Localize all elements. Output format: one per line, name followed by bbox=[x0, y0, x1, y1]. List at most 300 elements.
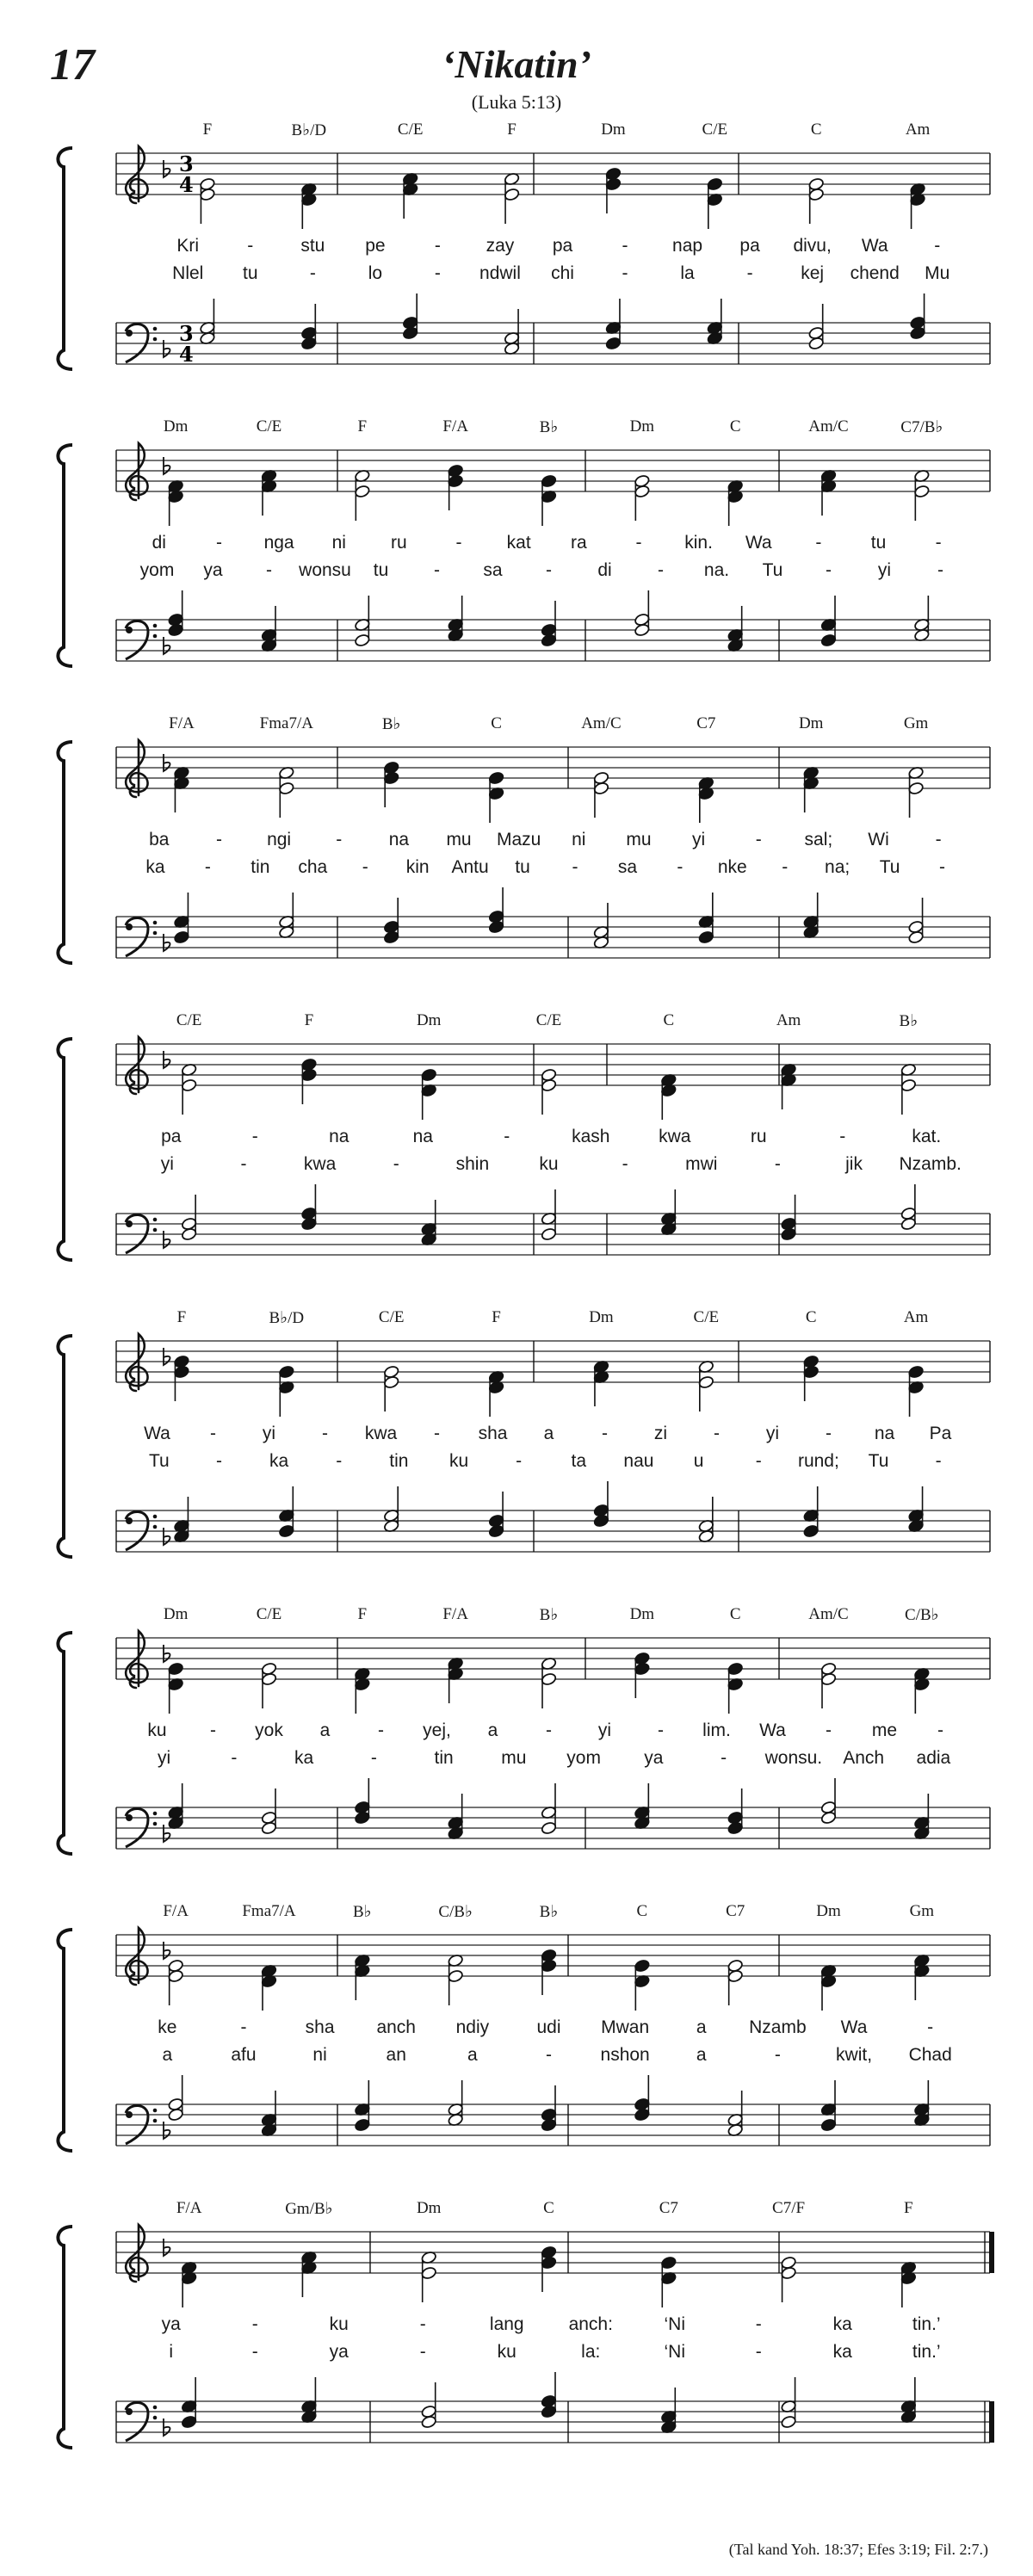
lyric-syllable: kwa bbox=[364, 1424, 398, 1443]
syllable-hyphen: - bbox=[826, 1424, 832, 1443]
bass-staff bbox=[116, 917, 990, 958]
lyric-syllable: tin bbox=[434, 1748, 454, 1768]
lyric-syllable: a bbox=[487, 1720, 498, 1740]
chord-symbol: Am bbox=[905, 120, 931, 139]
lyric-syllable: chend bbox=[850, 263, 900, 283]
chord-symbol: B♭ bbox=[539, 1606, 559, 1624]
note-head bbox=[908, 930, 925, 944]
system-bracket bbox=[58, 1633, 72, 1854]
system-staves bbox=[0, 1011, 1033, 1304]
note-head bbox=[541, 2405, 557, 2418]
chord-symbol: Am bbox=[776, 1011, 801, 1029]
lyric-syllable: mu bbox=[446, 830, 472, 849]
lyric-syllable: la: bbox=[581, 2342, 601, 2362]
note-head bbox=[504, 188, 520, 201]
note-head bbox=[593, 771, 609, 785]
note-head bbox=[448, 1969, 464, 1983]
lyric-syllable: sha bbox=[478, 1424, 508, 1443]
lyric-syllable: Pa bbox=[929, 1424, 952, 1443]
system-staves bbox=[0, 2199, 1033, 2492]
lyric-syllable: pa bbox=[552, 236, 573, 256]
chord-symbol: C bbox=[636, 1902, 648, 1920]
note-head bbox=[173, 1355, 189, 1368]
chord-symbol: Dm bbox=[629, 417, 655, 436]
note-head bbox=[488, 771, 504, 785]
syllable-hyphen: - bbox=[215, 830, 222, 849]
lyric-syllable: ku bbox=[497, 2342, 516, 2362]
note-head bbox=[781, 2415, 797, 2429]
chord-symbol: C7 bbox=[726, 1902, 745, 1920]
note-head bbox=[900, 1078, 917, 1092]
lyric-syllable: jik bbox=[845, 1154, 863, 1174]
lyric-syllable: Chad bbox=[908, 2045, 952, 2065]
system-bracket bbox=[58, 1039, 72, 1260]
note-head bbox=[421, 1068, 437, 1082]
chord-symbol: Am/C bbox=[808, 1605, 849, 1623]
lyric-syllable: lo bbox=[368, 263, 383, 283]
lyric-syllable: i bbox=[169, 2342, 174, 2362]
note-head bbox=[541, 1672, 557, 1686]
lyric-syllable: yi bbox=[262, 1424, 276, 1443]
note-head bbox=[727, 1821, 744, 1835]
lyric-syllable: kwa bbox=[659, 1127, 691, 1146]
lyric-syllable: ya bbox=[329, 2342, 349, 2362]
lyric-syllable: ra bbox=[570, 533, 587, 553]
syllable-hyphen: - bbox=[658, 1720, 664, 1740]
lyric-syllable: ‘Ni bbox=[664, 2314, 685, 2334]
chord-symbol: C bbox=[543, 2199, 554, 2217]
bass-staff bbox=[116, 1510, 990, 1552]
note-head bbox=[541, 1068, 557, 1082]
chord-symbol: F bbox=[202, 120, 213, 139]
lyric-syllable: yej, bbox=[423, 1720, 451, 1740]
syllable-hyphen: - bbox=[455, 533, 462, 553]
syllable-hyphen: - bbox=[251, 1127, 258, 1146]
syllable-hyphen: - bbox=[434, 1424, 440, 1443]
lyric-syllable: Nlel bbox=[172, 263, 204, 283]
note-head bbox=[910, 326, 926, 340]
lyric-syllable: ni bbox=[312, 2045, 327, 2065]
chord-symbol: C bbox=[491, 714, 502, 732]
chord-symbol: F bbox=[507, 120, 516, 139]
note-head bbox=[605, 337, 622, 350]
chord-symbol: C/E bbox=[176, 1011, 202, 1029]
lyric-syllable: yom bbox=[566, 1748, 601, 1768]
chord-symbol: C/E bbox=[256, 417, 282, 436]
note-head bbox=[803, 1524, 820, 1538]
bass-staff bbox=[116, 323, 990, 364]
chord-symbol: C bbox=[805, 1308, 817, 1326]
final-barline bbox=[989, 2401, 994, 2443]
lyric-syllable: ni bbox=[572, 830, 586, 849]
chord-symbol: C/E bbox=[378, 1308, 405, 1326]
note-head bbox=[278, 781, 294, 795]
syllable-hyphen: - bbox=[362, 857, 368, 877]
lyric-syllable: a bbox=[696, 2045, 707, 2065]
key-signature-flat-icon bbox=[164, 934, 170, 951]
lyric-syllable: kin. bbox=[684, 533, 713, 553]
note-head bbox=[278, 1365, 294, 1379]
chord-symbol: C/E bbox=[535, 1011, 562, 1029]
lyric-syllable: sal; bbox=[804, 830, 833, 849]
syllable-hyphen: - bbox=[572, 857, 578, 877]
note-head bbox=[634, 474, 650, 488]
note-head bbox=[908, 781, 925, 795]
lyric-syllable: Wa bbox=[759, 1720, 786, 1740]
lyric-syllable: yi bbox=[877, 560, 892, 580]
hymn-title: ‘Nikatin’ bbox=[442, 42, 591, 86]
note-head bbox=[181, 1078, 197, 1092]
lyric-syllable: ndwil bbox=[479, 263, 521, 283]
syllable-hyphen: - bbox=[516, 1451, 523, 1471]
syllable-hyphen: - bbox=[677, 857, 684, 877]
lyric-syllable: na bbox=[388, 830, 410, 849]
syllable-hyphen: - bbox=[546, 2045, 552, 2065]
syllable-hyphen: - bbox=[434, 560, 440, 580]
note-head bbox=[300, 1058, 317, 1072]
lyric-syllable: kwit, bbox=[836, 2045, 873, 2065]
chord-symbol: C7 bbox=[659, 2199, 678, 2217]
syllable-hyphen: - bbox=[935, 533, 942, 553]
lyric-syllable: ru bbox=[391, 533, 407, 553]
syllable-hyphen: - bbox=[322, 1424, 328, 1443]
footer-references: (Tal kand Yoh. 18:37; Efes 3:19; Fil. 2:7.) bbox=[728, 2541, 988, 2558]
note-head bbox=[808, 337, 825, 350]
note-head bbox=[354, 2118, 370, 2132]
syllable-hyphen: - bbox=[336, 1451, 343, 1471]
note-head bbox=[634, 1652, 650, 1665]
system-bracket bbox=[58, 445, 72, 666]
lyric-syllable: ka bbox=[269, 1451, 289, 1471]
note-head bbox=[421, 2266, 437, 2280]
lyric-syllable: Wa bbox=[745, 533, 772, 553]
lyric-syllable: Wa bbox=[840, 2017, 868, 2037]
syllable-hyphen: - bbox=[240, 1154, 247, 1174]
system-bracket bbox=[58, 1336, 72, 1557]
score-system bbox=[0, 1605, 1033, 1898]
lyric-syllable: u bbox=[693, 1451, 704, 1471]
lyric-syllable: chi bbox=[551, 263, 574, 283]
lyric-syllable: nga bbox=[263, 533, 294, 553]
treble-staff bbox=[116, 747, 990, 788]
lyric-syllable: ‘Ni bbox=[664, 2342, 685, 2362]
chord-symbol: C7/B♭ bbox=[900, 418, 943, 436]
time-signature bbox=[179, 321, 194, 367]
treble-staff bbox=[116, 1341, 990, 1382]
score-system bbox=[0, 417, 1033, 710]
note-head bbox=[541, 2246, 557, 2259]
lyric-syllable: tin bbox=[389, 1451, 409, 1471]
lyric-syllable: rund; bbox=[797, 1451, 839, 1471]
chord-symbol: C/E bbox=[397, 120, 424, 139]
note-head bbox=[593, 1514, 609, 1528]
chord-symbol: C/E bbox=[693, 1308, 720, 1326]
system-staves bbox=[0, 1902, 1033, 2195]
note-head bbox=[168, 2108, 184, 2122]
note-head bbox=[820, 2118, 837, 2132]
note-head bbox=[541, 633, 557, 647]
lyric-syllable: adia bbox=[916, 1748, 951, 1768]
lyric-syllable: yi bbox=[160, 1154, 174, 1174]
note-head bbox=[820, 1811, 837, 1825]
chord-symbol: C7/F bbox=[772, 2199, 806, 2217]
syllable-hyphen: - bbox=[434, 263, 441, 283]
lyric-syllable: a bbox=[319, 1720, 331, 1740]
note-head bbox=[781, 1227, 797, 1241]
note-head bbox=[278, 1524, 294, 1538]
lyric-syllable: udi bbox=[536, 2017, 561, 2037]
note-head bbox=[900, 1217, 917, 1231]
chord-symbol: Dm bbox=[416, 1011, 442, 1029]
lyric-syllable: wonsu. bbox=[764, 1748, 823, 1768]
chord-symbol: Fma7/A bbox=[259, 714, 313, 732]
note-head bbox=[781, 2256, 797, 2270]
chord-symbol: C7 bbox=[696, 714, 716, 732]
score-system bbox=[0, 714, 1033, 1007]
note-head bbox=[181, 1227, 197, 1241]
lyric-syllable: tu bbox=[515, 857, 530, 877]
syllable-hyphen: - bbox=[204, 857, 211, 877]
syllable-hyphen: - bbox=[546, 1720, 552, 1740]
lyric-syllable: zay bbox=[486, 236, 515, 256]
treble-staff bbox=[116, 1044, 990, 1085]
chord-symbol: F bbox=[904, 2199, 913, 2217]
lyric-syllable: Nzamb. bbox=[899, 1154, 962, 1174]
chord-symbol: Gm bbox=[909, 1902, 935, 1920]
note-head bbox=[541, 474, 557, 488]
note-head bbox=[605, 167, 622, 181]
time-signature bbox=[179, 151, 194, 197]
note-head bbox=[634, 1959, 650, 1973]
score-system bbox=[0, 2199, 1033, 2492]
svg-text:3: 3 bbox=[179, 151, 194, 176]
syllable-hyphen: - bbox=[714, 1424, 720, 1443]
syllable-hyphen: - bbox=[755, 2314, 762, 2334]
chord-symbol: F bbox=[304, 1011, 314, 1029]
syllable-hyphen: - bbox=[215, 1451, 222, 1471]
note-head bbox=[660, 2256, 677, 2270]
lyric-syllable: Kri bbox=[176, 236, 200, 256]
syllable-hyphen: - bbox=[839, 1127, 846, 1146]
lyric-syllable: ndiy bbox=[455, 2017, 490, 2037]
system-bracket bbox=[58, 148, 72, 369]
syllable-hyphen: - bbox=[774, 2045, 781, 2065]
chord-symbol: Dm bbox=[816, 1902, 841, 1920]
chord-symbol: B♭ bbox=[899, 1012, 919, 1030]
note-head bbox=[803, 1355, 820, 1368]
lyric-syllable: pa bbox=[739, 236, 760, 256]
note-head bbox=[300, 1217, 317, 1231]
chord-symbol: C/E bbox=[702, 120, 728, 139]
lyric-syllable: yi bbox=[765, 1424, 780, 1443]
lyric-syllable: Wa bbox=[861, 236, 888, 256]
lyric-syllable: anch bbox=[376, 2017, 416, 2037]
syllable-hyphen: - bbox=[336, 830, 343, 849]
lyric-syllable: yok bbox=[255, 1720, 283, 1740]
lyric-syllable: na bbox=[329, 1127, 349, 1146]
lyric-syllable: Mu bbox=[925, 263, 950, 283]
chord-symbol: F bbox=[492, 1308, 501, 1326]
syllable-hyphen: - bbox=[927, 2017, 934, 2037]
syllable-hyphen: - bbox=[658, 560, 664, 580]
syllable-hyphen: - bbox=[231, 1748, 238, 1768]
syllable-hyphen: - bbox=[266, 560, 272, 580]
note-head bbox=[634, 2108, 650, 2122]
syllable-hyphen: - bbox=[782, 857, 789, 877]
lyric-syllable: na bbox=[874, 1424, 895, 1443]
chord-symbol: C/B♭ bbox=[905, 1606, 939, 1624]
note-head bbox=[913, 485, 930, 498]
chord-symbol: C bbox=[663, 1011, 675, 1029]
chord-symbol: Dm bbox=[589, 1308, 614, 1326]
note-head bbox=[698, 930, 714, 944]
note-head bbox=[727, 1662, 744, 1676]
note-head bbox=[383, 1365, 399, 1379]
key-signature-flat-icon bbox=[164, 2239, 170, 2256]
note-head bbox=[707, 177, 723, 191]
lyric-syllable: nau bbox=[623, 1451, 654, 1471]
note-head bbox=[727, 1959, 744, 1973]
chord-symbol: Dm bbox=[163, 417, 189, 436]
lyric-syllable: ke bbox=[158, 2017, 177, 2037]
note-head bbox=[541, 1821, 557, 1835]
lyric-syllable: na. bbox=[703, 560, 730, 580]
chord-symbol: B♭ bbox=[539, 418, 559, 436]
note-head bbox=[168, 623, 184, 637]
note-head bbox=[634, 623, 650, 637]
chord-symbol: B♭/D bbox=[269, 1309, 305, 1327]
lyric-syllable: tu bbox=[373, 560, 389, 580]
lyric-syllable: Mazu bbox=[496, 830, 541, 849]
chord-symbol: Fma7/A bbox=[242, 1902, 296, 1920]
lyric-syllable: di bbox=[597, 560, 612, 580]
note-head bbox=[199, 177, 215, 191]
chord-symbol: Am/C bbox=[581, 714, 622, 732]
key-signature-flat-icon bbox=[164, 457, 170, 474]
scripture-reference: (Luka 5:13) bbox=[471, 91, 562, 113]
lyric-syllable: ku bbox=[539, 1154, 559, 1174]
lyric-syllable: Antu bbox=[451, 857, 489, 877]
chord-symbol: B♭ bbox=[539, 1903, 559, 1921]
lyric-syllable: tin.’ bbox=[912, 2314, 941, 2334]
lyric-syllable: lang bbox=[489, 2314, 524, 2334]
lyric-syllable: sa bbox=[483, 560, 503, 580]
chord-symbol: C bbox=[810, 120, 822, 139]
lyric-syllable: nap bbox=[672, 236, 703, 256]
note-head bbox=[354, 1811, 370, 1825]
hymn-number: 17 bbox=[50, 40, 95, 90]
syllable-hyphen: - bbox=[602, 1424, 608, 1443]
note-head bbox=[261, 1662, 277, 1676]
syllable-hyphen: - bbox=[815, 533, 822, 553]
lyric-syllable: tin.’ bbox=[912, 2342, 941, 2362]
lyric-syllable: pe bbox=[365, 236, 386, 256]
key-signature-flat-icon bbox=[164, 1348, 170, 1365]
lyric-syllable: a bbox=[696, 2017, 707, 2037]
syllable-hyphen: - bbox=[251, 2314, 258, 2334]
lyric-syllable: ya bbox=[644, 1748, 664, 1768]
chord-symbol: Am/C bbox=[808, 417, 849, 436]
lyric-syllable: ta bbox=[571, 1451, 587, 1471]
chord-symbol: Am bbox=[903, 1308, 929, 1326]
chord-symbol: F/A bbox=[163, 1902, 189, 1920]
lyric-syllable: nke bbox=[717, 857, 747, 877]
key-signature-flat-icon bbox=[164, 1231, 170, 1248]
lyric-syllable: ya bbox=[161, 2314, 181, 2334]
syllable-hyphen: - bbox=[210, 1424, 216, 1443]
syllable-hyphen: - bbox=[934, 236, 941, 256]
score-system bbox=[0, 1308, 1033, 1601]
treble-staff bbox=[116, 450, 990, 491]
syllable-hyphen: - bbox=[393, 1154, 399, 1174]
syllable-hyphen: - bbox=[937, 560, 943, 580]
note-head bbox=[541, 2118, 557, 2132]
lyric-syllable: di bbox=[152, 533, 166, 553]
note-head bbox=[908, 1365, 925, 1379]
chord-symbol: Gm bbox=[903, 714, 929, 732]
lyric-syllable: ku bbox=[448, 1451, 469, 1471]
lyric-syllable: stu bbox=[300, 236, 325, 256]
syllable-hyphen: - bbox=[419, 2342, 426, 2362]
lyric-syllable: la bbox=[680, 263, 695, 283]
chord-symbol: C/E bbox=[256, 1605, 282, 1623]
lyric-syllable: Tu bbox=[148, 1451, 170, 1471]
note-head bbox=[421, 2415, 437, 2429]
chord-symbol: B♭ bbox=[381, 715, 401, 733]
lyric-syllable: nshon bbox=[600, 2045, 650, 2065]
lyric-syllable: me bbox=[871, 1720, 898, 1740]
syllable-hyphen: - bbox=[746, 263, 753, 283]
chord-symbol: Dm bbox=[798, 714, 824, 732]
system-bracket bbox=[58, 2227, 72, 2448]
note-head bbox=[168, 1662, 184, 1676]
syllable-hyphen: - bbox=[937, 1720, 943, 1740]
note-head bbox=[541, 1227, 557, 1241]
lyric-syllable: ku bbox=[329, 2314, 349, 2334]
syllable-hyphen: - bbox=[247, 236, 254, 256]
final-barline bbox=[989, 2232, 994, 2273]
lyric-syllable: mwi bbox=[685, 1154, 718, 1174]
key-signature-flat-icon bbox=[164, 340, 170, 357]
note-head bbox=[300, 337, 317, 350]
syllable-hyphen: - bbox=[622, 263, 628, 283]
lyric-syllable: yom bbox=[139, 560, 175, 580]
note-head bbox=[168, 1959, 184, 1973]
lyric-syllable: a bbox=[543, 1424, 554, 1443]
svg-text:4: 4 bbox=[179, 172, 194, 197]
syllable-hyphen: - bbox=[434, 236, 441, 256]
syllable-hyphen: - bbox=[622, 1154, 628, 1174]
chord-symbol: Gm/B♭ bbox=[285, 2200, 333, 2218]
syllable-hyphen: - bbox=[309, 263, 316, 283]
lyric-syllable: ni bbox=[331, 533, 346, 553]
syllable-hyphen: - bbox=[546, 560, 552, 580]
lyric-syllable: ba bbox=[149, 830, 170, 849]
lyric-syllable: mu bbox=[626, 830, 652, 849]
score-system bbox=[0, 1902, 1033, 2195]
lyric-syllable: pa bbox=[161, 1127, 182, 1146]
lyric-syllable: kin bbox=[405, 857, 430, 877]
system-bracket bbox=[58, 1930, 72, 2151]
lyric-syllable: an bbox=[386, 2045, 406, 2065]
key-signature-flat-icon bbox=[164, 1051, 170, 1068]
lyric-syllable: divu, bbox=[793, 236, 832, 256]
chord-symbol: F bbox=[176, 1308, 187, 1326]
lyric-syllable: yi bbox=[597, 1720, 612, 1740]
syllable-hyphen: - bbox=[622, 236, 628, 256]
key-signature-flat-icon bbox=[164, 754, 170, 771]
chord-symbol: F/A bbox=[176, 2199, 202, 2217]
